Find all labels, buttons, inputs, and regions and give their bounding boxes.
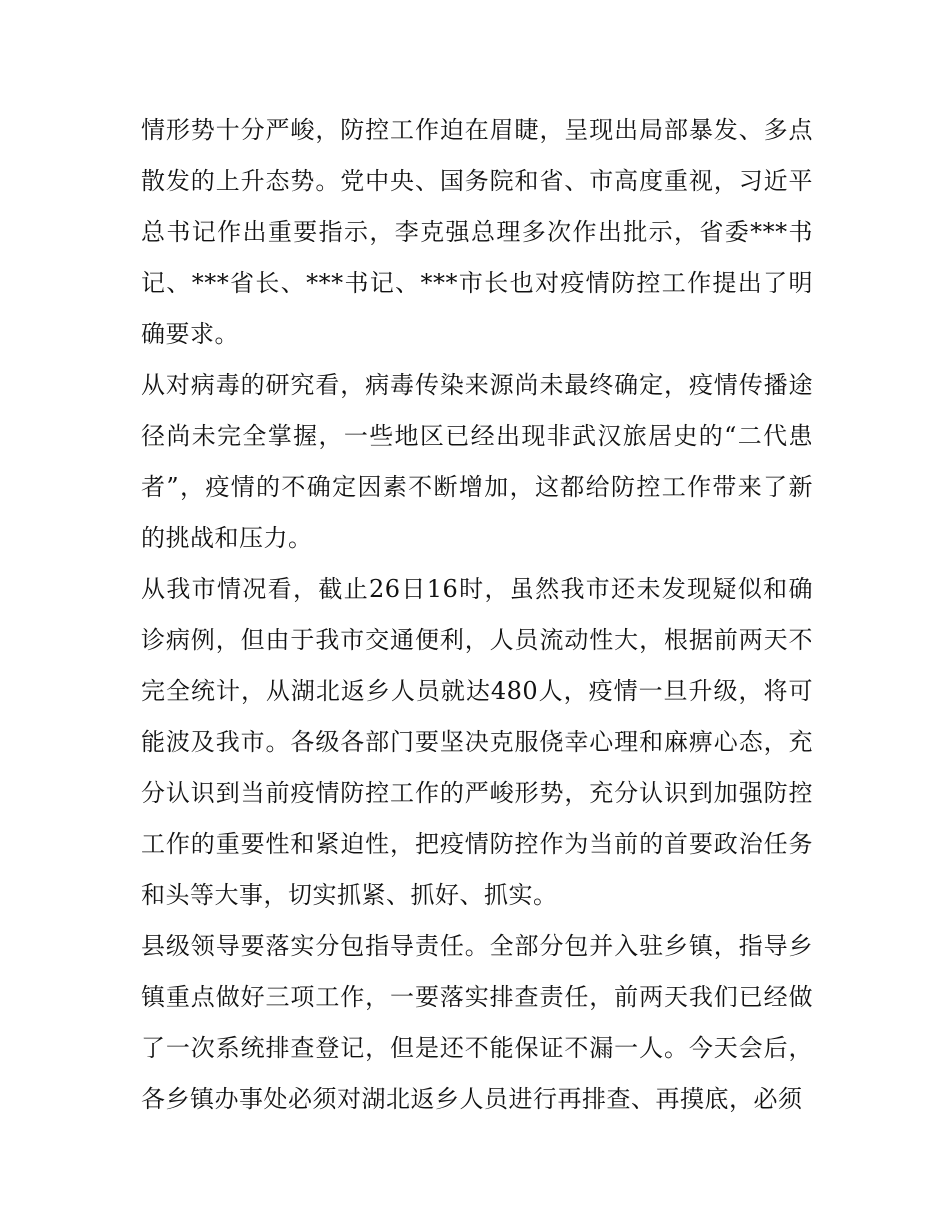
paragraph-1: 情形势十分严峻，防控工作迫在眉睫，呈现出局部暴发、多点散发的上升态势。党中央、国务院和省、市高度重视，习近平总书记作出重要指示，李克强总理多次作出批示，省委***书记、***省长、***书记、***市长也对疫情防控工作提出了明确要求。 bbox=[141, 116, 813, 348]
document-body bbox=[141, 105, 813, 1125]
paragraph-3: 从我市情况看，截止26日16时，虽然我市还未发现疑似和确诊病例，但由于我市交通便利，人员流动性大，根据前两天不完全统计，从湖北返乡人员就达480人，疫情一旦升级，将可能波及我市。各级各部门要坚决克服侥幸心理和麻痹心态，充分认识到当前疫情防控工作的严峻形势，充分认识到加强防控工作的重要性和紧迫性，把疫情防控作为当前的首要政治任务和头等大事，切实抓紧、抓好、抓实。 bbox=[141, 575, 813, 909]
paragraph-2: 从对病毒的研究看，病毒传染来源尚未最终确定，疫情传播途径尚未完全掌握，一些地区已经出现非武汉旅居史的“二代患者”，疫情的不确定因素不断增加，这都给防控工作带来了新的挑战和压力。 bbox=[141, 371, 813, 552]
paragraph-4: 县级领导要落实分包指导责任。全部分包并入驻乡镇，指导乡镇重点做好三项工作，一要落实排查责任，前两天我们已经做了一次系统排查登记，但是还不能保证不漏一人。今天会后，各乡镇办事处必须对湖北返乡人员进行再排查、再摸底，必须 bbox=[141, 932, 813, 1113]
